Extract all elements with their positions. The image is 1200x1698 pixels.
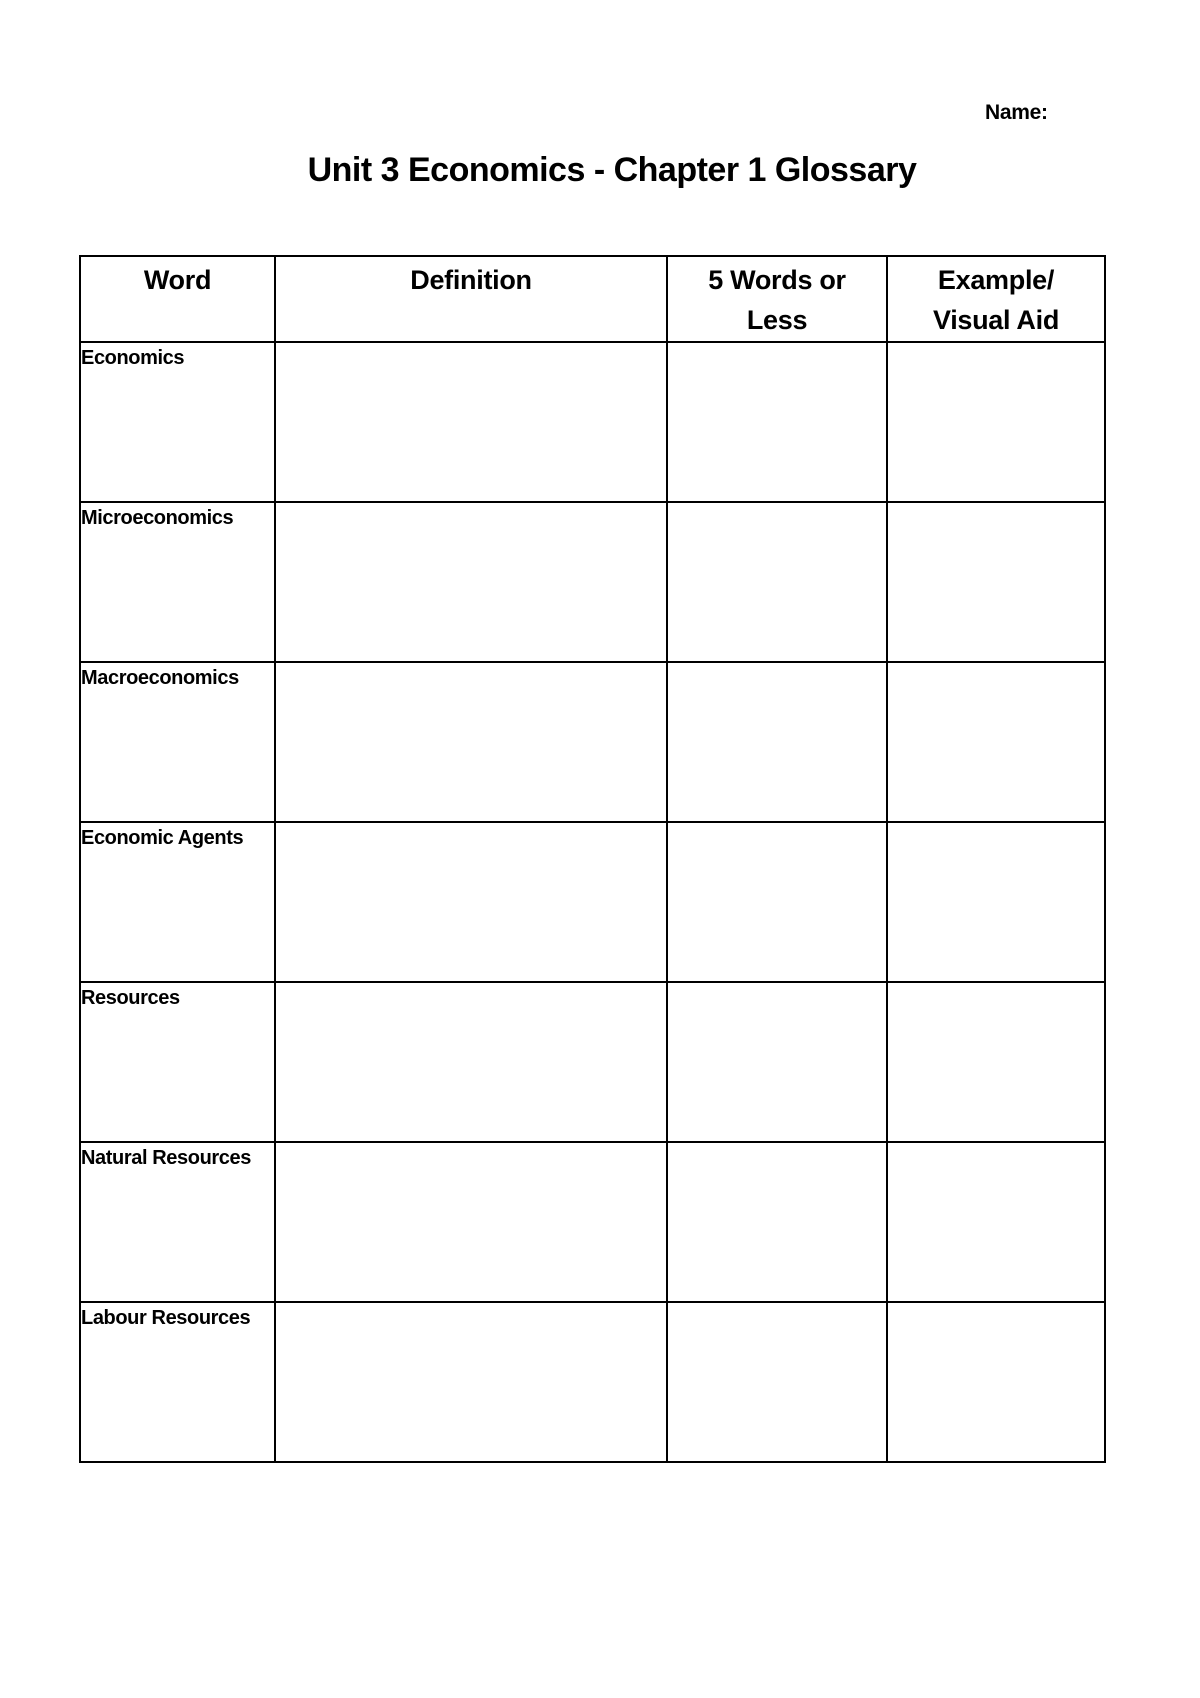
five-words-cell[interactable] — [667, 822, 887, 982]
table-row — [80, 502, 1105, 662]
word-cell: Resources — [80, 982, 275, 1142]
word-cell: Economics — [80, 342, 275, 502]
table-row — [80, 1142, 1105, 1302]
table-row — [80, 1302, 1105, 1462]
word-cell: Labour Resources — [80, 1302, 275, 1462]
table-row — [80, 342, 1105, 502]
column-header-five-words — [667, 256, 887, 342]
word-cell: Natural Resources — [80, 1142, 275, 1302]
column-header-word — [80, 256, 275, 342]
example-cell[interactable] — [887, 662, 1105, 822]
table-header-row — [80, 256, 1105, 342]
word-cell: Macroeconomics — [80, 662, 275, 822]
five-words-cell[interactable] — [667, 342, 887, 502]
column-header-line: Word — [143, 265, 212, 295]
column-header-line: Definition — [410, 265, 532, 295]
five-words-cell[interactable] — [667, 1142, 887, 1302]
column-header-line: Example/ — [937, 265, 1055, 295]
five-words-cell[interactable] — [667, 662, 887, 822]
definition-cell[interactable] — [275, 502, 667, 662]
definition-cell[interactable] — [275, 662, 667, 822]
table-row — [80, 662, 1105, 822]
column-header-line: 5 Words or — [708, 265, 846, 295]
example-cell[interactable] — [887, 502, 1105, 662]
column-header-line: Less — [746, 305, 808, 335]
table-row — [80, 982, 1105, 1142]
example-cell[interactable] — [887, 1302, 1105, 1462]
table-row — [80, 822, 1105, 982]
example-cell[interactable] — [887, 982, 1105, 1142]
column-header-line: Visual Aid — [932, 305, 1060, 335]
five-words-cell[interactable] — [667, 1302, 887, 1462]
five-words-cell[interactable] — [667, 502, 887, 662]
example-cell[interactable] — [887, 1142, 1105, 1302]
word-cell: Economic Agents — [80, 822, 275, 982]
definition-cell[interactable] — [275, 822, 667, 982]
five-words-cell[interactable] — [667, 982, 887, 1142]
definition-cell[interactable] — [275, 1302, 667, 1462]
definition-cell[interactable] — [275, 982, 667, 1142]
name-label: Name: — [985, 101, 1048, 124]
definition-cell[interactable] — [275, 1142, 667, 1302]
column-header-definition — [275, 256, 667, 342]
column-header-example — [887, 256, 1105, 342]
glossary-table — [79, 255, 1106, 1463]
page-title: Unit 3 Economics - Chapter 1 Glossary — [307, 151, 917, 189]
definition-cell[interactable] — [275, 342, 667, 502]
word-cell: Microeconomics — [80, 502, 275, 662]
example-cell[interactable] — [887, 822, 1105, 982]
example-cell[interactable] — [887, 342, 1105, 502]
